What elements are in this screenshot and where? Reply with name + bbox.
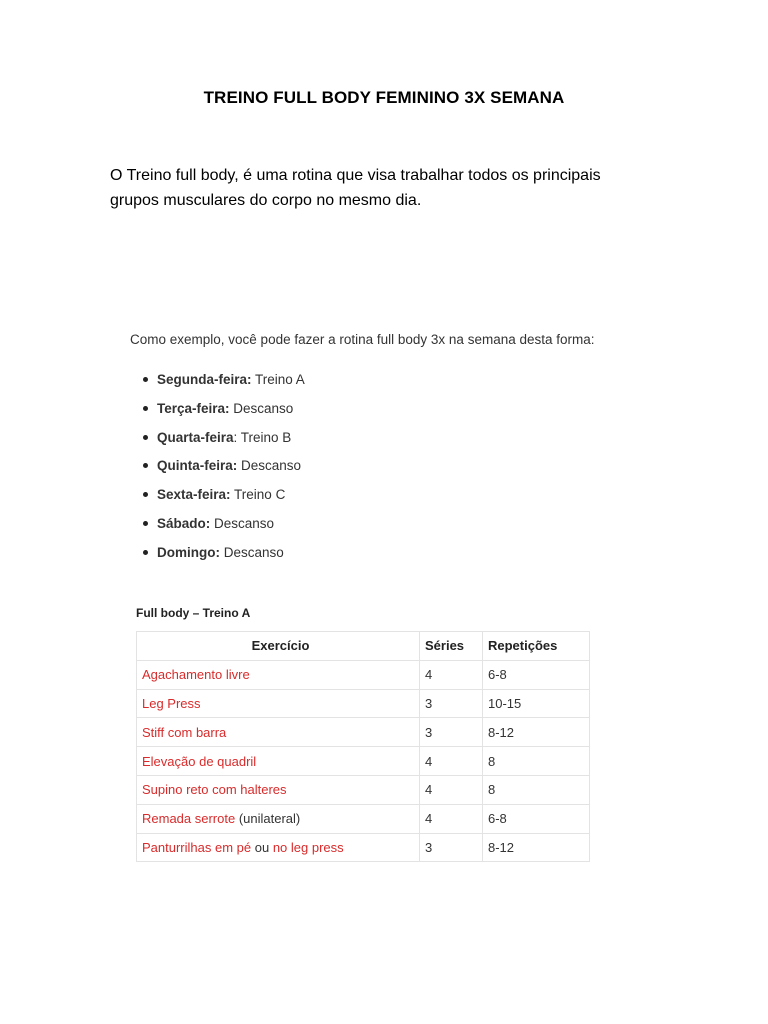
table-row: [137, 833, 590, 862]
list-item: [157, 428, 600, 457]
exercise-link[interactable]: Agachamento livre: [142, 667, 250, 683]
bullet-icon: [143, 435, 148, 440]
bullet-icon: [143, 406, 148, 411]
series-cell: 4: [420, 804, 483, 833]
exercise-alt-link[interactable]: no leg press: [272, 839, 344, 855]
table-row: [137, 689, 590, 718]
reps-cell: 8: [483, 775, 590, 804]
exercise-cell: [137, 660, 420, 689]
reps-cell: 6-8: [483, 804, 590, 833]
exercise-link[interactable]: Panturrilhas em pé: [142, 839, 252, 855]
day-activity: Treino C: [230, 487, 286, 503]
day-name: Sexta-feira:: [157, 487, 231, 503]
series-cell: 3: [420, 718, 483, 747]
list-item: [157, 399, 600, 428]
day-name: Sábado:: [157, 515, 211, 531]
table-row: [137, 747, 590, 776]
reps-cell: 8-12: [483, 718, 590, 747]
excerpt-lead: Como exemplo, você pode fazer a rotina full body 3x na semana desta forma:: [130, 332, 595, 347]
exercise-cell: [137, 804, 420, 833]
exercise-link[interactable]: Supino reto com halteres: [142, 782, 287, 798]
exercise-link[interactable]: Elevação de quadril: [142, 753, 257, 769]
day-activity: Descanso: [229, 400, 294, 416]
document-title: TREINO FULL BODY FEMININO 3X SEMANA: [203, 88, 565, 107]
exercise-cell: [137, 747, 420, 776]
day-activity: Descanso: [210, 515, 275, 531]
table-row: [137, 718, 590, 747]
day-name: Domingo:: [157, 544, 220, 560]
table-title: Full body – Treino A: [136, 606, 251, 620]
exercise-cell: [137, 718, 420, 747]
workout-table: [136, 631, 590, 862]
exercise-link[interactable]: Stiff com barra: [142, 724, 227, 740]
schedule-excerpt: [130, 330, 600, 572]
column-header-series: Séries: [420, 632, 483, 661]
exercise-cell: [137, 833, 420, 862]
exercise-link[interactable]: Leg Press: [142, 695, 201, 711]
bullet-icon: [143, 492, 148, 497]
bullet-icon: [143, 550, 148, 555]
day-name: Terça-feira:: [157, 400, 230, 416]
bullet-icon: [143, 377, 148, 382]
table-row: [137, 775, 590, 804]
bullet-icon: [143, 521, 148, 526]
exercise-cell: [137, 775, 420, 804]
reps-cell: 8-12: [483, 833, 590, 862]
list-item: [157, 485, 600, 514]
reps-cell: 10-15: [483, 689, 590, 718]
day-activity: Descanso: [220, 544, 284, 560]
exercise-link[interactable]: Remada serrote: [142, 811, 236, 827]
reps-cell: 6-8: [483, 660, 590, 689]
series-cell: 4: [420, 747, 483, 776]
table-header-row: [137, 632, 590, 661]
day-name: Quinta-feira:: [157, 458, 238, 474]
intro-paragraph: O Treino full body, é uma rotina que visa trabalhar todos os principais grupos musculares do corpo no mesmo dia.: [110, 167, 601, 209]
column-header-exercise: Exercício: [137, 632, 420, 661]
exercise-connector: ou: [251, 839, 273, 855]
day-name: Segunda-feira:: [157, 372, 252, 387]
day-activity: Treino A: [251, 372, 305, 387]
series-cell: 3: [420, 689, 483, 718]
series-cell: 4: [420, 660, 483, 689]
day-name: Quarta-feira: [157, 429, 234, 445]
exercise-cell: [137, 689, 420, 718]
day-activity: : Treino B: [233, 429, 292, 445]
day-activity: Descanso: [237, 458, 302, 474]
reps-cell: 8: [483, 747, 590, 776]
list-item: [157, 370, 600, 399]
table-row: [137, 804, 590, 833]
exercise-note: (unilateral): [235, 811, 301, 827]
series-cell: 3: [420, 833, 483, 862]
bullet-icon: [143, 463, 148, 468]
column-header-reps: Repetições: [483, 632, 590, 661]
series-cell: 4: [420, 775, 483, 804]
list-item: [157, 543, 600, 572]
list-item: [157, 456, 600, 485]
list-item: [157, 514, 600, 543]
weekly-schedule-list: [130, 370, 600, 572]
table-row: [137, 660, 590, 689]
